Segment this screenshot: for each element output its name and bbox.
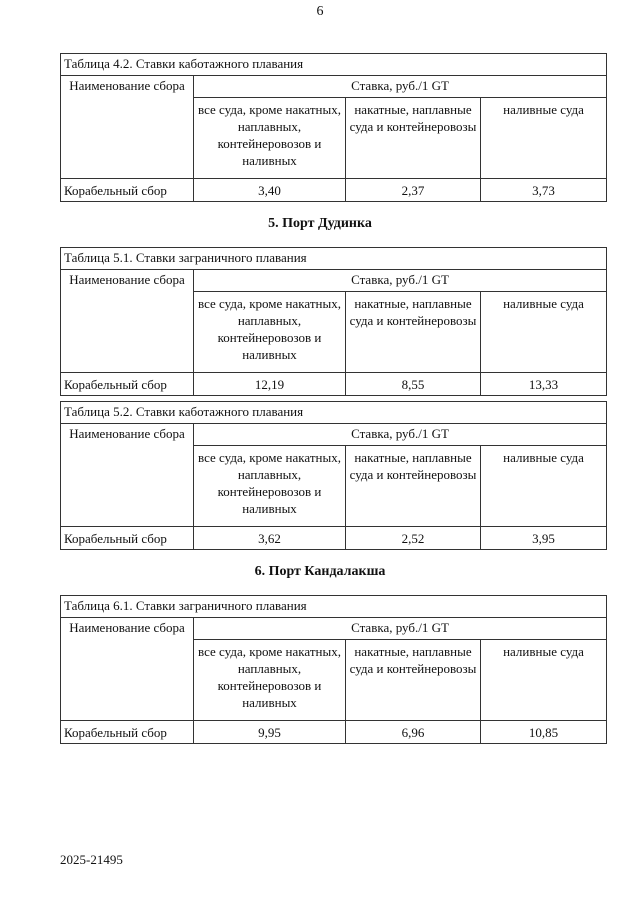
value-all-vessels: 9,95: [194, 721, 346, 744]
row-label: Корабельный сбор: [61, 179, 194, 202]
value-roro-container: 8,55: [346, 373, 481, 396]
section-heading-port-kandalaksha: 6. Порт Кандалакша: [254, 564, 386, 579]
rate-table: [60, 401, 607, 550]
column-header-rate: Ставка, руб./1 GT: [194, 270, 607, 292]
column-header-name: Наименование сбора: [61, 76, 194, 179]
table-title: Таблица 6.1. Ставки заграничного плавания: [61, 596, 607, 618]
column-header-rate: Ставка, руб./1 GT: [194, 76, 607, 98]
column-header-name: Наименование сбора: [61, 618, 194, 721]
column-header-roro-container: накатные, наплавные суда и контейнеровозы: [346, 292, 481, 373]
row-label: Корабельный сбор: [61, 373, 194, 396]
row-label: Корабельный сбор: [61, 527, 194, 550]
column-header-roro-container: накатные, наплавные суда и контейнеровозы: [346, 98, 481, 179]
table-title: Таблица 5.2. Ставки каботажного плавания: [61, 402, 607, 424]
section-heading-port-dudinka: 5. Порт Дудинка: [268, 216, 372, 231]
value-tankers: 10,85: [481, 721, 607, 744]
page-number: 6: [316, 4, 324, 19]
column-header-roro-container: накатные, наплавные суда и контейнеровозы: [346, 640, 481, 721]
column-header-all-vessels: все суда, кроме накатных, наплавных, контейнеровозов и наливных: [194, 98, 346, 179]
value-roro-container: 2,37: [346, 179, 481, 202]
column-header-tankers: наливные суда: [481, 640, 607, 721]
table-row: [61, 179, 607, 202]
table-title: Таблица 5.1. Ставки заграничного плавания: [61, 248, 607, 270]
value-tankers: 13,33: [481, 373, 607, 396]
table-row: [61, 527, 607, 550]
column-header-rate: Ставка, руб./1 GT: [194, 424, 607, 446]
rate-table: [60, 595, 607, 744]
value-tankers: 3,73: [481, 179, 607, 202]
column-header-roro-container: накатные, наплавные суда и контейнеровозы: [346, 446, 481, 527]
column-header-all-vessels: все суда, кроме накатных, наплавных, контейнеровозов и наливных: [194, 292, 346, 373]
table-row: [61, 373, 607, 396]
row-label: Корабельный сбор: [61, 721, 194, 744]
value-tankers: 3,95: [481, 527, 607, 550]
value-all-vessels: 3,40: [194, 179, 346, 202]
table-title: Таблица 4.2. Ставки каботажного плавания: [61, 54, 607, 76]
value-all-vessels: 12,19: [194, 373, 346, 396]
value-all-vessels: 3,62: [194, 527, 346, 550]
column-header-tankers: наливные суда: [481, 446, 607, 527]
rate-table: [60, 247, 607, 396]
column-header-rate: Ставка, руб./1 GT: [194, 618, 607, 640]
value-roro-container: 6,96: [346, 721, 481, 744]
column-header-name: Наименование сбора: [61, 270, 194, 373]
column-header-all-vessels: все суда, кроме накатных, наплавных, контейнеровозов и наливных: [194, 446, 346, 527]
value-roro-container: 2,52: [346, 527, 481, 550]
column-header-tankers: наливные суда: [481, 292, 607, 373]
table-row: [61, 721, 607, 744]
column-header-all-vessels: все суда, кроме накатных, наплавных, контейнеровозов и наливных: [194, 640, 346, 721]
column-header-tankers: наливные суда: [481, 98, 607, 179]
column-header-name: Наименование сбора: [61, 424, 194, 527]
rate-table: [60, 53, 607, 202]
document-code: 2025-21495: [60, 852, 123, 867]
